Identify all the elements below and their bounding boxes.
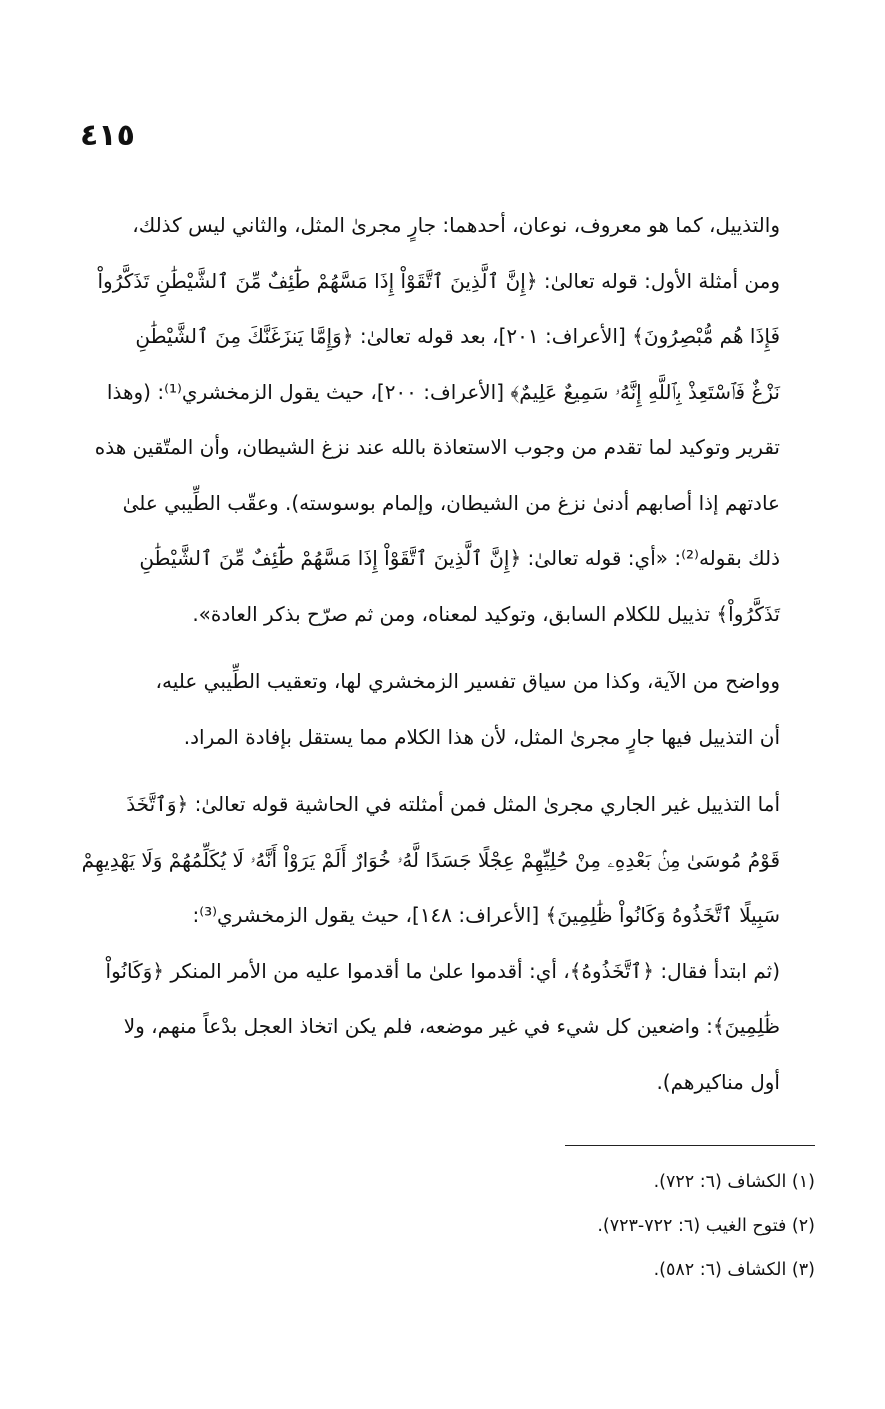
text-line: عادتهم إذا أصابهم أدنىٰ نزغ من الشيطان، وإلمام بوسوسته). وعقّب الطِّيبي علىٰ [122, 490, 780, 515]
footnotes [315, 1160, 815, 1292]
text-line: والتذييل، كما هو معروف، نوعان، أحدهما: جارٍ مجرىٰ المثل، والثاني ليس كذلك، [132, 213, 780, 237]
text-line: نَزْغٌ فَٱسْتَعِذْ بِٱللَّهِ إِنَّهُۥ سَمِيعٌ عَلِيمٌ﴾ [الأعراف: ٢٠٠]، حيث يقول الزمخشري⁽¹⁾: (وهذا [106, 379, 780, 404]
footnote-1: (١) الكشاف (٦: ٧٢٢). [653, 1172, 815, 1192]
text-line: قَوْمُ مُوسَىٰ مِنۢ بَعْدِهِۦ مِنْ حُلِيِّهِمْ عِجْلًا جَسَدًا لَّهُۥ خُوَارٌ أَلَمْ يَرَوْاْ أَنَّهُۥ لَا يُكَلِّمُهُمْ وَلَا يَهْدِيهِمْ [81, 847, 780, 872]
main-text [75, 198, 810, 1122]
text-line: فَإِذَا هُم مُّبْصِرُونَ﴾ [الأعراف: ٢٠١]، بعد قوله تعالىٰ: ﴿وَإِمَّا يَنزَغَنَّكَ مِنَ ٱلشَّيْطَٰنِ [135, 324, 780, 348]
paragraph-1 [75, 198, 810, 642]
text-line: سَبِيلًا ٱتَّخَذُوهُ وَكَانُواْ ظَٰلِمِينَ﴾ [الأعراف: ١٤٨]، حيث يقول الزمخشري⁽³⁾: [192, 903, 780, 927]
footnote-3: (٣) الكشاف (٦: ٥٨٢). [653, 1260, 815, 1280]
text-line: ظَٰلِمِينَ﴾: واضعين كل شيء في غير موضعه، فلم يكن اتخاذ العجل بدْعاً منهم، ولا [123, 1014, 780, 1038]
text-line: أول مناكيرهم). [656, 1069, 780, 1094]
text-line: أما التذييل غير الجاري مجرىٰ المثل فمن أمثلته في الحاشية قوله تعالىٰ: ﴿وَٱتَّخَذَ [126, 792, 780, 816]
page-number: ٤١٥ [80, 118, 135, 153]
text-line: أن التذييل فيها جارٍ مجرىٰ المثل، لأن هذا الكلام مما يستقل بإفادة المراد. [183, 724, 780, 749]
footnote-divider [565, 1145, 815, 1146]
text-line: وواضح من الآية، وكذا من سياق تفسير الزمخشري لها، وتعقيب الطِّيبي عليه، [155, 669, 780, 693]
text-line: ذلك بقوله⁽²⁾: «أي: قوله تعالىٰ: ﴿إِنَّ ٱلَّذِينَ ٱتَّقَوْاْ إِذَا مَسَّهُمْ طَٰٓئِفٌ مِّنَ ٱلشَّيْطَٰنِ [139, 546, 780, 570]
text-line: (ثم ابتدأ فقال: ﴿ٱتَّخَذُوهُ﴾، أي: أقدموا علىٰ ما أقدموا عليه من الأمر المنكر ﴿وَكَانُواْ [105, 958, 780, 983]
paragraph-3 [75, 777, 810, 1110]
paragraph-2 [75, 654, 810, 765]
text-line: ومن أمثلة الأول: قوله تعالىٰ: ﴿إِنَّ ٱلَّذِينَ ٱتَّقَوْاْ إِذَا مَسَّهُمْ طَٰٓئِفٌ مِّنَ ٱلشَّيْطَٰنِ تَذَكَّرُواْ [97, 268, 780, 293]
text-line: تَذَكَّرُواْ﴾ تذييل للكلام السابق، وتوكيد لمعناه، ومن ثم صرّح بذكر العادة». [192, 601, 780, 626]
footnote-2: (٢) فتوح الغيب (٦: ٧٢٢-٧٢٣). [597, 1216, 815, 1236]
text-line: تقرير وتوكيد لما تقدم من وجوب الاستعاذة بالله عند نزغ الشيطان، وأن المتّقين هذه [94, 435, 780, 459]
